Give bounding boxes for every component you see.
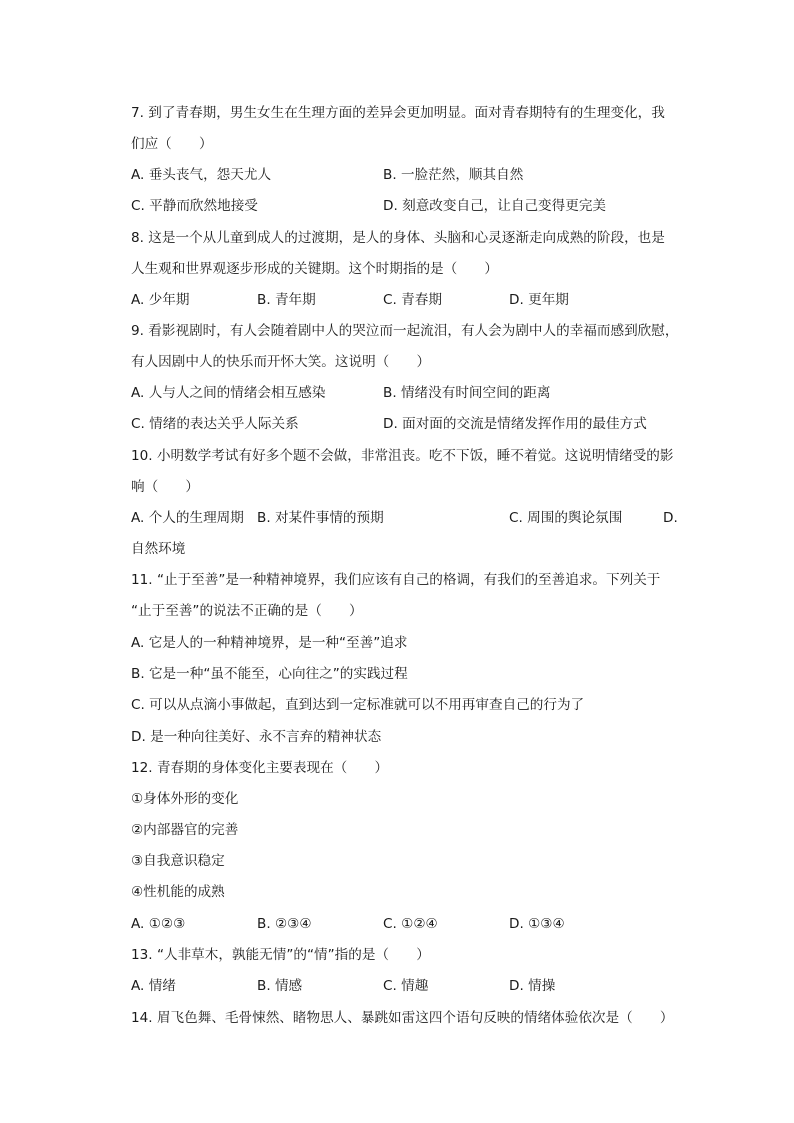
option-d: D. 是一种向往美好、永不言弃的精神状态 <box>131 729 382 745</box>
question-stem: 8. 这是一个从儿童到成人的过渡期，是人的身体、头脑和心灵逐渐走向成熟的阶段，也是 <box>131 230 665 246</box>
option-a: A. ①②③ <box>131 916 186 932</box>
option-c: C. ①②④ <box>383 916 438 932</box>
list-item: ③自我意识稳定 <box>131 853 225 869</box>
option-a: A. 垂头丧气，怨天尤人 <box>131 167 272 183</box>
question-stem: 们应（ ） <box>131 136 213 152</box>
question-stem: 9. 看影视剧时，有人会随着剧中人的哭泣而一起流泪，有人会为剧中人的幸福而感到欣慰， <box>131 323 679 339</box>
option-c: C. 青春期 <box>383 292 442 308</box>
question-stem: 人生观和世界观逐步形成的关键期。这个时期指的是（ ） <box>131 261 499 277</box>
option-a: A. 少年期 <box>131 292 190 308</box>
list-item: ②内部器官的完善 <box>131 822 239 838</box>
question-stem: 13. “人非草木，孰能无情”的“情”指的是（ ） <box>131 947 430 963</box>
option-d: D. 情操 <box>509 978 556 994</box>
option-d: D. ①③④ <box>509 916 565 932</box>
option-b: B. 它是一种“虽不能至，心向往之”的实践过程 <box>131 666 408 682</box>
option-b: B. 情绪没有时间空间的距离 <box>383 385 551 401</box>
option-b: B. 对某件事情的预期 <box>257 510 384 526</box>
list-item: ①身体外形的变化 <box>131 791 239 807</box>
option-c: C. 可以从点滴小事做起，直到达到一定标准就可以不用再审查自己的行为了 <box>131 697 585 713</box>
option-c: C. 平静而欣然地接受 <box>131 198 258 214</box>
option-d: D. 刻意改变自己，让自己变得更完美 <box>383 198 607 214</box>
option-d-text: 自然环境 <box>131 541 186 557</box>
question-stem: 7. 到了青春期，男生女生在生理方面的差异会更加明显。面对青春期特有的生理变化，我 <box>131 105 665 121</box>
question-stem: 11. “止于至善”是一种精神境界，我们应该有自己的格调，有我们的至善追求。下列关于 <box>131 572 661 588</box>
option-d: D. 更年期 <box>509 292 569 308</box>
option-c: C. 情趣 <box>383 978 429 994</box>
option-d: D. 面对面的交流是情绪发挥作用的最佳方式 <box>383 416 647 432</box>
option-a: A. 它是人的一种精神境界，是一种“至善”追求 <box>131 635 408 651</box>
option-b: B. 一脸茫然，顺其自然 <box>383 167 524 183</box>
option-c: C. 情绪的表达关乎人际关系 <box>131 416 299 432</box>
question-stem: “止于至善”的说法不正确的是（ ） <box>131 603 363 619</box>
option-b: B. 青年期 <box>257 292 316 308</box>
question-stem: 有人因剧中人的快乐而开怀大笑。这说明（ ） <box>131 354 431 370</box>
question-stem: 响（ ） <box>131 479 199 495</box>
question-stem: 14. 眉飞色舞、毛骨悚然、睹物思人、暴跳如雷这四个语句反映的情绪体验依次是（ ） <box>131 1010 674 1026</box>
option-b: B. ②③④ <box>257 916 312 932</box>
option-c: C. 周围的舆论氛围 <box>509 510 623 526</box>
option-a: A. 情绪 <box>131 978 176 994</box>
list-item: ④性机能的成熟 <box>131 884 225 900</box>
option-a: A. 人与人之间的情绪会相互感染 <box>131 385 326 401</box>
option-b: B. 情感 <box>257 978 303 994</box>
option-d: D. <box>663 510 678 526</box>
question-stem: 12. 青春期的身体变化主要表现在（ ） <box>131 760 389 776</box>
question-stem: 10. 小明数学考试有好多个题不会做，非常沮丧。吃不下饭，睡不着觉。这说明情绪受的影 <box>131 448 674 464</box>
option-a: A. 个人的生理周期 <box>131 510 244 526</box>
